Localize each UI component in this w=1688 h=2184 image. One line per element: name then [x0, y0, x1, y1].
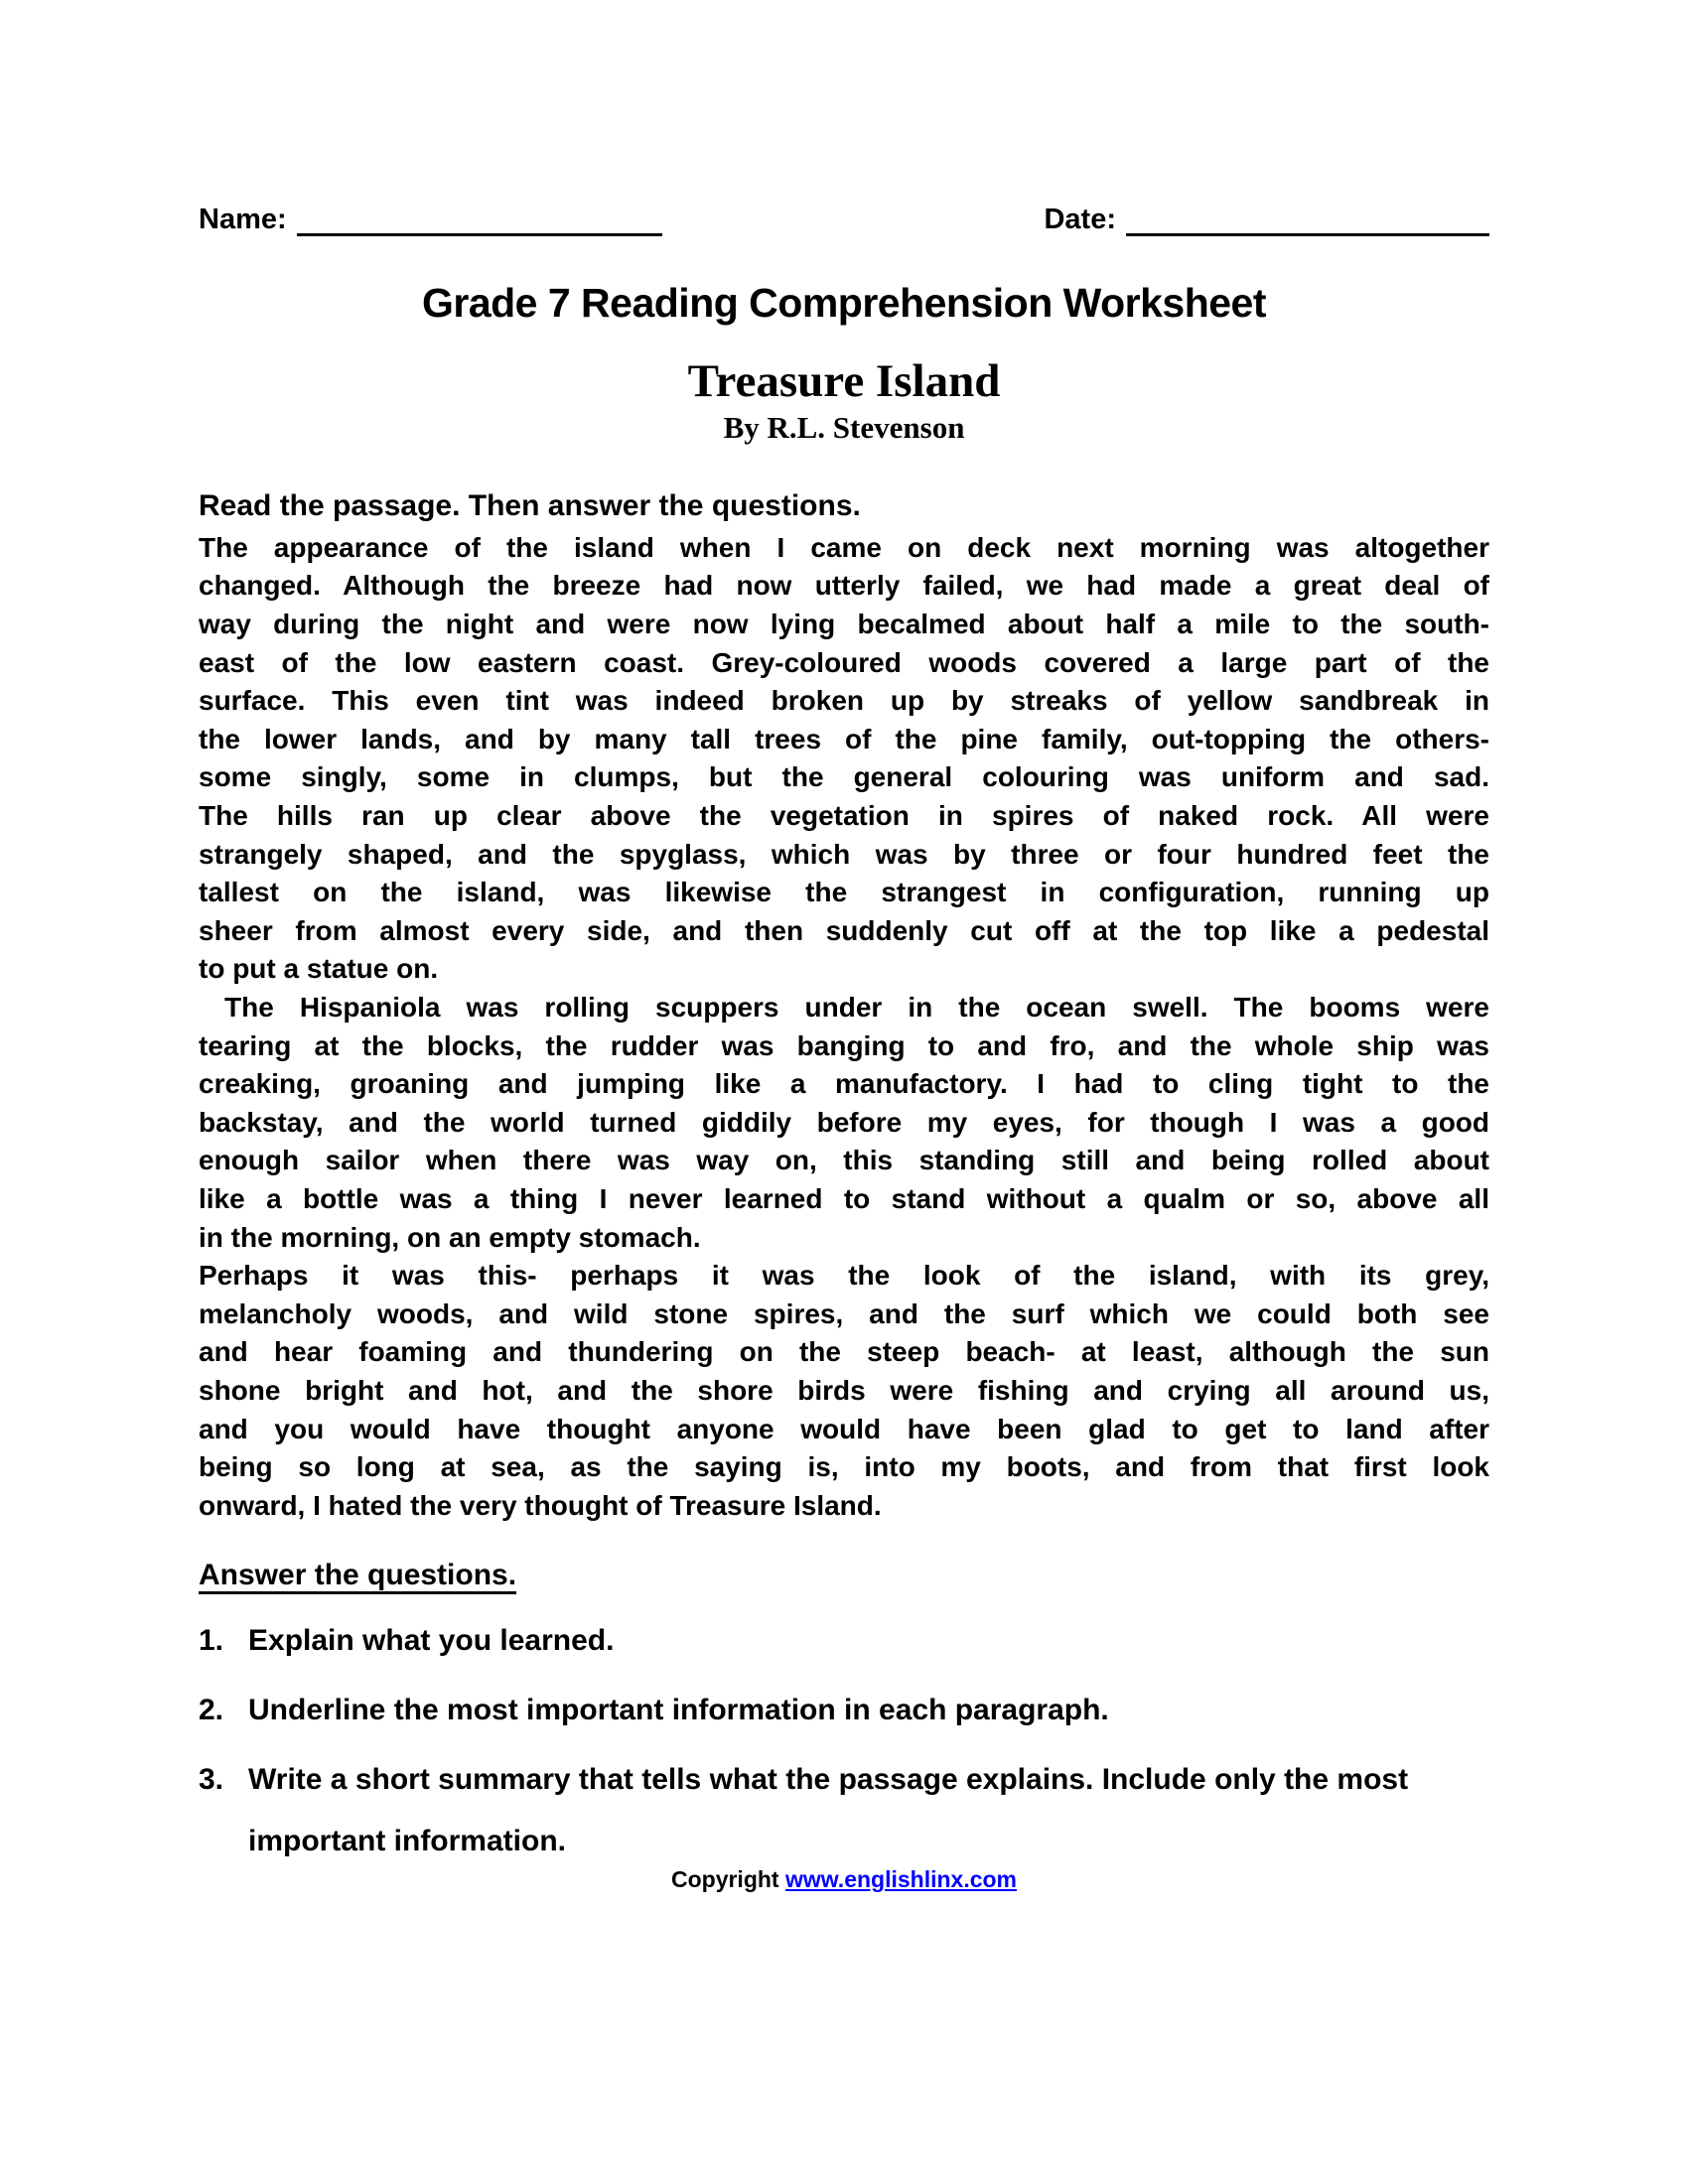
passage-line: like a bottle was a thing I never learned to stand without a qualm or so, above all [199, 1182, 1489, 1214]
passage-instruction: Read the passage. Then answer the questions. [199, 488, 861, 522]
passage-paragraph-3 [199, 1257, 1489, 1525]
question-item-3 [199, 1749, 1489, 1872]
passage-line: shone bright and hot, and the shore birds were fishing and crying all around us, [199, 1374, 1489, 1406]
passage-line: being so long at sea, as the saying is, into my boots, and from that first look [199, 1451, 1489, 1483]
answer-questions-heading: Answer the questions. [199, 1559, 517, 1592]
passage-title: Treasure Island [687, 354, 1001, 407]
passage-line: enough sailor when there was way on, this standing still and being rolled about [199, 1145, 1489, 1176]
passage-line: east of the low eastern coast. Grey-coloured woods covered a large part of the [199, 646, 1489, 678]
passage-line: changed. Although the breeze had now utterly failed, we had made a great deal of [199, 570, 1489, 602]
passage-line: the lower lands, and by many tall trees of the pine family, out-topping the others- [199, 723, 1489, 754]
question-item-1 [199, 1610, 1489, 1672]
passage-line: some singly, some in clumps, but the general colouring was uniform and sad. [199, 761, 1489, 793]
name-date-row [199, 205, 1489, 236]
passage-line: to put a statue on. [199, 953, 439, 985]
passage-line: and you would have thought anyone would have been glad to get to land after [199, 1413, 1489, 1444]
copyright-footer [199, 1866, 1489, 1893]
question-number: 2. [199, 1694, 224, 1727]
question-number: 1. [199, 1624, 224, 1658]
passage-line: melancholy woods, and wild stone spires, and the surf which we could both see [199, 1297, 1489, 1329]
passage-line: onward, I hated the very thought of Treasure Island. [199, 1489, 882, 1521]
question-text: Underline the most important information in each paragraph. [248, 1694, 1109, 1727]
passage-line: creaking, groaning and jumping like a manufactory. I had to cling tight to the [199, 1068, 1489, 1100]
passage-paragraph-1 [199, 529, 1489, 989]
passage-author: By R.L. Stevenson [723, 409, 965, 445]
date-field [1044, 205, 1489, 236]
passage-paragraph-2 [199, 989, 1489, 1257]
footer-link[interactable]: www.englishlinx.com [784, 1866, 1018, 1892]
name-blank-line [297, 206, 662, 236]
date-blank-line [1126, 206, 1489, 236]
worksheet-content [199, 0, 1489, 1880]
passage-line: sheer from almost every side, and then suddenly cut off at the top like a pedestal [199, 914, 1489, 946]
passage-line: surface. This even tint was indeed broken up by streaks of yellow sandbreak in [199, 685, 1489, 717]
passage-line: backstay, and the world turned giddily before my eyes, for though I was a good [199, 1106, 1489, 1138]
passage-line: in the morning, on an empty stomach. [199, 1221, 701, 1253]
passage-line: Perhaps it was this- perhaps it was the look of the island, with its grey, [199, 1260, 1489, 1292]
passage-line: The appearance of the island when I came on deck next morning was altogether [199, 531, 1489, 563]
date-label: Date: [1044, 204, 1116, 235]
passage-line: strangely shaped, and the spyglass, which was by three or four hundred feet the [199, 838, 1489, 870]
passage-line: and hear foaming and thundering on the steep beach- at least, although the sun [199, 1336, 1489, 1368]
passage-line: The hills ran up clear above the vegetation in spires of naked rock. All were [199, 800, 1489, 832]
name-field [199, 205, 662, 236]
passage-line: tallest on the island, was likewise the strangest in configuration, running up [199, 877, 1489, 908]
worksheet-title: Grade 7 Reading Comprehension Worksheet [421, 279, 1267, 326]
passage-body [199, 529, 1489, 1525]
question-number: 3. [199, 1763, 224, 1797]
copyright-label: Copyright [670, 1866, 779, 1892]
questions-list [199, 1610, 1489, 1872]
passage-line: The Hispaniola was rolling scuppers under in the ocean swell. The booms were [199, 992, 1489, 1024]
passage-line: tearing at the blocks, the rudder was banging to and fro, and the whole ship was [199, 1029, 1489, 1061]
question-text: Explain what you learned. [248, 1624, 615, 1658]
name-label: Name: [199, 204, 287, 235]
passage-line: way during the night and were now lying becalmed about half a mile to the south- [199, 609, 1489, 640]
question-item-2 [199, 1680, 1489, 1741]
question-text: Write a short summary that tells what the passage explains. Include only the most important information. [248, 1763, 1409, 1858]
